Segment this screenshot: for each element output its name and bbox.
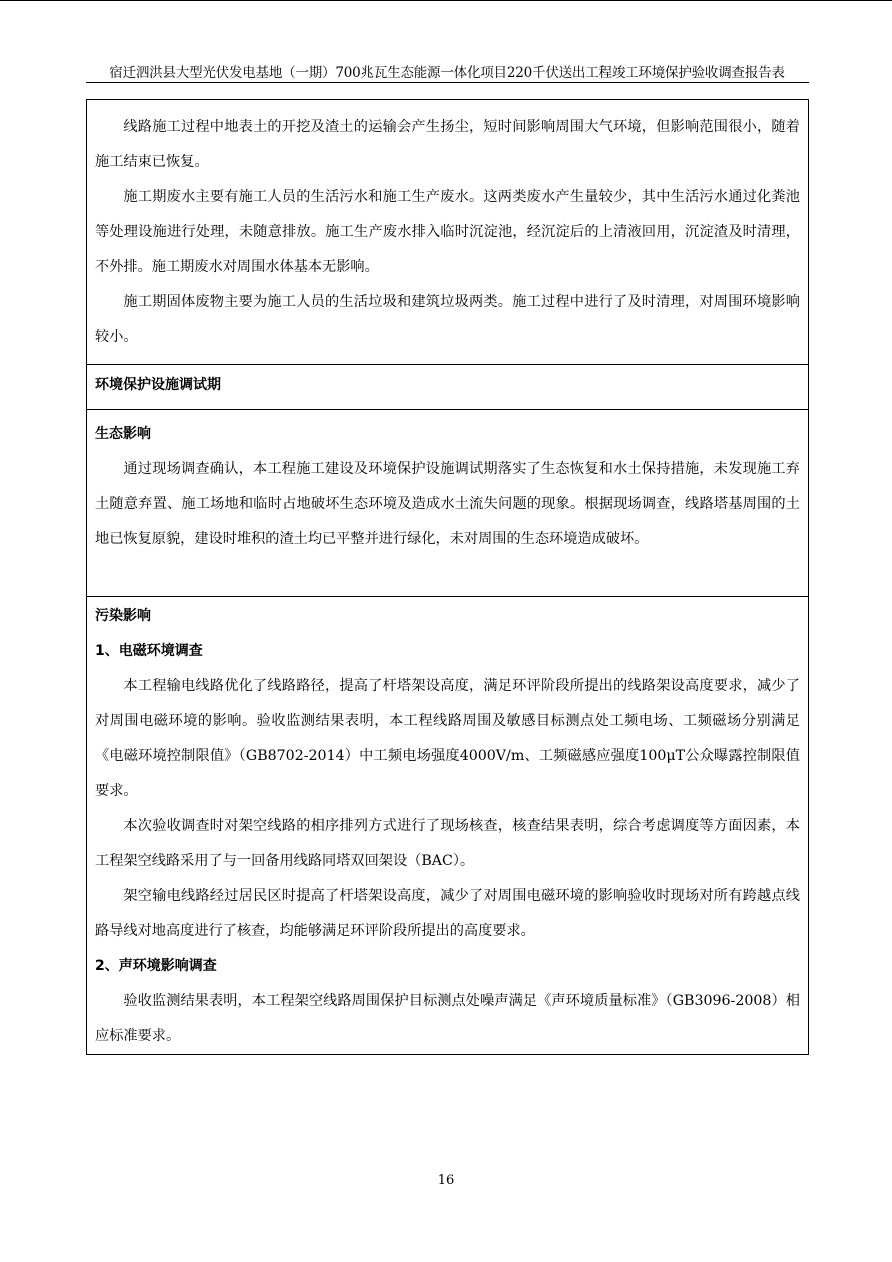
solid-waste-paragraph: 施工期固体废物主要为施工人员的生活垃圾和建筑垃圾两类。施工过程中进行了及时清理，对周围环境影响较小。 [95,294,800,345]
page-top-border [0,0,892,1]
electromagnetic-heading: 1、电磁环境调查 [95,643,203,659]
running-header: 宿迁泗洪县大型光伏发电基地（一期）700兆瓦生态能源一体化项目220千伏送出工程竣工环境保护验收调查报告表 [109,65,785,81]
row-commissioning-title [87,365,809,410]
header-rule [86,82,809,83]
electromagnetic-paragraph-3: 架空输电线路经过居民区时提高了杆塔架设高度，减少了对周围电磁环境的影响验收时现场对所有跨越点线路导线对地高度进行了核查，均能够满足环评阶段所提出的高度要求。 [95,888,800,939]
wastewater-paragraph: 施工期废水主要有施工人员的生活污水和施工生产废水。这两类废水产生量较少，其中生活污水通过化粪池等处理设施进行处理，未随意排放。施工生产废水排入临时沉淀池，经沉淀后的上清液回用，沉淀渣及时清理，不外排。施工期废水对周围水体基本无影响。 [95,189,800,275]
acoustic-paragraph: 验收监测结果表明，本工程架空线路周围保护目标测点处噪声满足《声环境质量标准》（GB3096-2008）相应标准要求。 [95,993,800,1044]
commissioning-cell [87,365,809,410]
report-table [86,99,809,1055]
commissioning-heading: 环境保护设施调试期 [95,377,221,393]
construction-period-cell [87,100,809,365]
pollution-cell [87,597,809,1055]
electromagnetic-paragraph-1: 本工程输电线路优化了线路路径，提高了杆塔架设高度，满足环评阶段所提出的线路架设高度要求，减少了对周围电磁环境的影响。验收监测结果表明，本工程线路周围及敏感目标测点处工频电场、工频磁场分别满足《电磁环境控制限值》（GB8702-2014）中工频电场强度4000V/m、工频磁感应强度100μT公众曝露控制限值要求。 [95,678,800,799]
acoustic-heading: 2、声环境影响调查 [95,958,217,974]
row-ecology [87,410,809,597]
electromagnetic-paragraph-2: 本次验收调查时对架空线路的相序排列方式进行了现场核查，核查结果表明，综合考虑调度等方面因素，本工程架空线路采用了与一回备用线路同塔双回架设（BAC）。 [95,818,800,869]
dust-paragraph: 线路施工过程中地表土的开挖及渣土的运输会产生扬尘，短时间影响周围大气环境，但影响范围很小，随着施工结束已恢复。 [95,119,800,170]
row-pollution [87,597,809,1055]
page-number: 16 [437,1173,455,1188]
ecology-cell [87,410,809,597]
ecology-heading: 生态影响 [95,426,151,442]
pollution-heading: 污染影响 [95,608,151,624]
ecology-paragraph: 通过现场调查确认，本工程施工建设及环境保护设施调试期落实了生态恢复和水土保持措施，未发现施工弃土随意弃置、施工场地和临时占地破坏生态环境及造成水土流失问题的现象。根据现场调查，线路塔基周围的土地已恢复原貌，建设时堆积的渣土均已平整并进行绿化，未对周围的生态环境造成破坏。 [95,461,800,547]
row-construction-period [87,100,809,365]
